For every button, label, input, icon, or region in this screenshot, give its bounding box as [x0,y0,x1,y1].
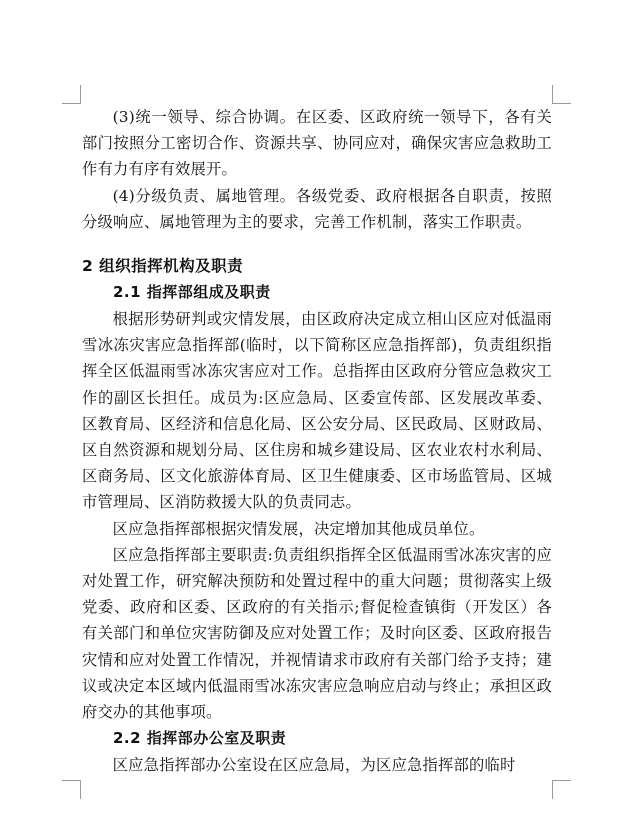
crop-mark-top-left [62,85,81,104]
paragraph-main-duties: 区应急指挥部主要职责:负责组织指挥全区低温雨雪冰冻灾害的应对处置工作，研究解决预防和处置过程中的重大问题；贯彻落实上级党委、政府和区委、区政府的有关指示;督促检查镇街（开发区）各有关部门和单位灾害防御及应对处置工作；及时向区委、区政府报告灾情和应对处置工作情况，并视情请求市政府有关部门给予支持；建议或决定本区域内低温雨雪冰冻灾害应急响应启动与终止；承担区政府交办的其他事项。 [82,545,552,722]
paragraph-principle-4: (4)分级负责、属地管理。各级党委、政府根据各自职责，按照分级响应、属地管理为主的要求，完善工作机制，落实工作职责。 [82,186,552,231]
subsection-heading-2-1: 2.1 指挥部组成及职责 [113,283,271,302]
crop-mark-bottom-left [62,780,81,799]
crop-mark-top-right [552,85,571,104]
paragraph-additional-members: 区应急指挥部根据灾情发展，决定增加其他成员单位。 [112,519,485,538]
subsection-heading-2-2: 2.2 指挥部办公室及职责 [113,729,287,748]
document-body [82,104,552,778]
spacer [82,235,552,253]
paragraph-office-location: 区应急指挥部办公室设在区应急局，为区应急指挥部的临时 [112,756,516,775]
section-heading-2: 2 组织指挥机构及职责 [82,257,244,276]
paragraph-principle-3: (3)统一领导、综合协调。在区委、区政府统一领导下，各有关部门按照分工密切合作、资源共享、协同应对，确保灾害应急救助工作有力有序有效展开。 [82,108,552,179]
paragraph-command-establishment: 根据形势研判或灾情发展，由区政府决定成立相山区应对低温雨雪冰冻灾害应急指挥部(临时，以下简称区应急指挥部)，负责组织指挥全区低温雨雪冰冻灾害应对工作。总指挥由区政府分管应急救灾工作的副区长担任。成员为:区应急局、区委宣传部、区发展改革委、区教育局、区经济和信息化局、区公安分局、区民政局、区财政局、区自然资源和规划分局、区住房和城乡建设局、区农业农村水利局、区商务局、区文化旅游体育局、区卫生健康委、区市场监管局、区城市管理局、区消防救援大队的负责同志。 [82,310,552,512]
crop-mark-bottom-right [552,780,571,799]
